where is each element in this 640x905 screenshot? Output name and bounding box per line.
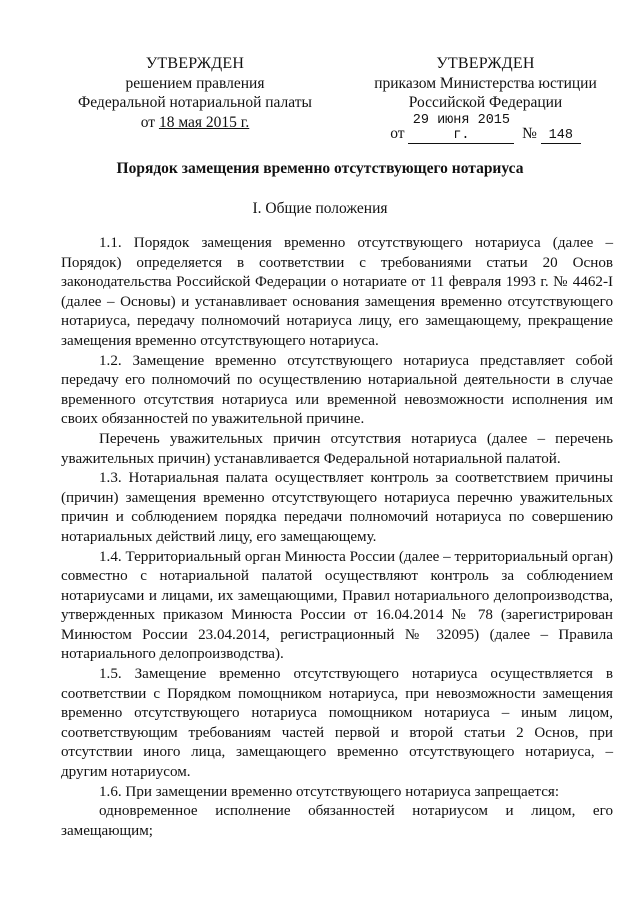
paragraph: 1.5. Замещение временно отсутствующего нотариуса осуществляется в соответствии с Порядком помощником нотариуса, при невозможности замещения временно отсутствующего нотариуса помощником нотариуса – иным лицом, соответствующим требованиям частей первой и второй статьи 2 Основ, при отсутствии иного лица, замещающего временно отсутствующего нотариуса, – другим нотариусом. [61,666,613,781]
approval-date: 18 мая 2015 г. [158,113,250,131]
approval-heading: УТВЕРЖДЕН [145,55,245,72]
number-sign: № [522,124,537,142]
paragraph: 1.1. Порядок замещения временно отсутствующего нотариуса (далее – Порядок) определяется в соответствии с требованиями статьи 20 Основ законодательства Российской Федерации о нотариате от 11 февраля 1993 г. № 4462-I (далее – Основы) и устанавливает основания замещения временно отсутствующего нотариуса, передачу полномочий нотариуса лицу, его замещающему, прекращение замещения временно отсутствующего нотариуса. [61,235,613,349]
paragraph: одновременное исполнение обязанностей нотариусом и лицом, его замещающим; [61,803,613,839]
approval-stamp-fnp [60,54,330,132]
approval-line: приказом Министерства юстиции [374,74,597,92]
approval-date-line [60,113,330,133]
date-prefix: от [390,124,409,142]
approval-line: Российской Федерации [408,94,563,111]
approval-line: Федеральной нотариальной палаты [78,94,312,111]
approval-date: 29 июня 2015 г. [408,113,514,144]
approval-stamp-ministry [348,54,623,144]
paragraph: 1.4. Территориальный орган Минюста России (далее – территориальный орган) совместно с нотариальной палатой осуществляют контроль за соблюдением нотариусами и лицами, их замещающими, Правил нотариального делопроизводства, утвержденных приказом Минюста России от 16.04.2014 № 78 (зарегистрирован Минюстом России 23.04.2014, регистрационный № 32095) (далее – Правила нотариального делопроизводства). [61,548,613,663]
date-prefix: от [140,113,159,131]
document-body [61,234,613,841]
approval-date-line [348,113,623,144]
section-title: I. Общие положения [252,200,388,217]
paragraph: Перечень уважительных причин отсутствия нотариуса (далее – перечень уважительных причин) устанавливается Федеральной нотариальной палатой. [61,430,613,467]
paragraph: 1.2. Замещение временно отсутствующего нотариуса представляет собой передачу его полномочий по осуществлению нотариальной деятельности в случае временного отсутствия нотариуса или временной невозможности исполнения им своих обязанностей по уважительной причине. [61,352,613,428]
approval-line: решением правления [125,74,265,92]
paragraph: 1.6. При замещении временно отсутствующего нотариуса запрещается: [99,783,560,800]
approval-heading: УТВЕРЖДЕН [436,55,535,72]
document-title: Порядок замещения временно отсутствующего нотариуса [116,160,524,177]
paragraph: 1.3. Нотариальная палата осуществляет контроль за соответствием причины (причин) замещения временно отсутствующего нотариуса перечню уважительных причин и соблюдением порядка передачи полномочий нотариуса по совершению нотариальных действий лицу, его замещающему. [61,470,613,545]
approval-number: 148 [541,128,581,144]
